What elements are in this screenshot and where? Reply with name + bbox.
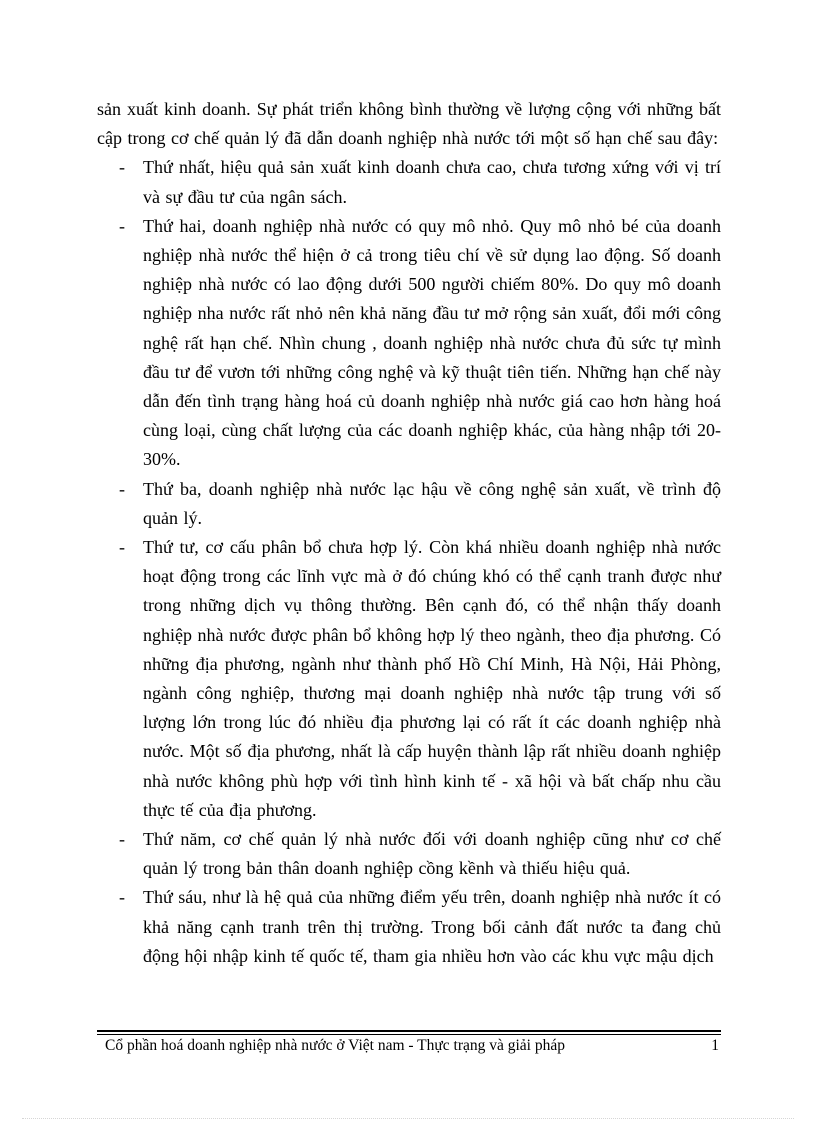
list-item-text: Thứ sáu, như là hệ quả của những điểm yếu trên, doanh nghiệp nhà nước ít có khả năng cạnh tranh trên thị trường. Trong bối cảnh đất nước ta đang chủ động hội nhập kinh tế quốc tế, tham gia nhiều hơn vào các khu vực mậu dịch [143,887,721,966]
list-item [97,825,721,883]
list-item [97,475,721,533]
list-item-text: Thứ ba, doanh nghiệp nhà nước lạc hậu về công nghệ sản xuất, về trình độ quản lý. [143,478,721,528]
document-body [97,95,721,971]
bullet-dash: - [119,537,125,558]
bullet-dash: - [119,215,125,236]
bullet-dash: - [119,829,125,850]
footer-divider-thin [97,1034,721,1035]
list-item-text: Thứ tư, cơ cấu phân bổ chưa hợp lý. Còn khá nhiều doanh nghiệp nhà nước hoạt động trong các lĩnh vực mà ở đó chúng khó có thể cạnh tranh được như trong những dịch vụ thông thường. Bên cạnh đó, có thể nhận thấy doanh nghiệp nhà nước được phân bổ không hợp lý theo ngành, theo địa phương. Có những địa phương, ngành như thành phố Hồ Chí Minh, Hà Nội, Hải Phòng, ngành công nghiệp, thương mại doanh nghiệp nhà nước tập trung với số lượng lớn trong lúc đó nhiều địa phương lại có rất ít các doanh nghiệp nhà nước. Một số địa phương, nhất là cấp huyện thành lập rất nhiều doanh nghiệp nhà nước không phù hợp với tình hình kinh tế - xã hội và bất chấp nhu cầu thực tế của địa phương. [143,537,721,820]
bullet-list [97,153,721,971]
intro-paragraph: sản xuất kinh doanh. Sự phát triển không bình thường về lượng cộng với những bất cập trong cơ chế quản lý đã dẫn doanh nghiệp nhà nước tới một số hạn chế sau đây: [97,99,721,149]
list-item [97,153,721,211]
bullet-dash: - [119,887,125,908]
footer-divider-thick [97,1030,721,1032]
list-item [97,883,721,971]
list-item [97,533,721,825]
footer-title: Cổ phần hoá doanh nghiệp nhà nước ở Việt nam - Thực trạng và giải pháp [105,1037,565,1054]
page-footer [97,1036,721,1056]
bullet-dash: - [119,478,125,499]
list-item-text: Thứ hai, doanh nghiệp nhà nước có quy mô nhỏ. Quy mô nhỏ bé của doanh nghiệp nhà nước thể hiện ở cả trong tiêu chí về sử dụng lao động. Số doanh nghiệp nhà nước có lao động dưới 500 người chiếm 80%. Do quy mô doanh nghiệp nha nước rất nhỏ nên khả năng đầu tư mở rộng sản xuất, đổi mới công nghệ rất hạn chế. Nhìn chung , doanh nghiệp nhà nước chưa đủ sức tự mình đầu tư để vươn tới những công nghệ và kỹ thuật tiên tiến. Những hạn chế này dẫn đến tình trạng hàng hoá củ doanh nghiệp nhà nước giá cao hơn hàng hoá cùng loại, cùng chất lượng của các doanh nghiệp khác, của hàng nhập tới 20-30%. [143,215,721,470]
list-item [97,212,721,475]
bullet-dash: - [119,157,125,178]
list-item-text: Thứ nhất, hiệu quả sản xuất kinh doanh chưa cao, chưa tương xứng với vị trí và sự đầu tư của ngân sách. [143,157,721,207]
page-number: 1 [711,1037,719,1054]
page-bottom-dotted-border [22,1118,794,1119]
list-item-text: Thứ năm, cơ chế quản lý nhà nước đối với doanh nghiệp cũng như cơ chế quản lý trong bản thân doanh nghiệp cồng kềnh và thiếu hiệu quả. [143,829,721,879]
